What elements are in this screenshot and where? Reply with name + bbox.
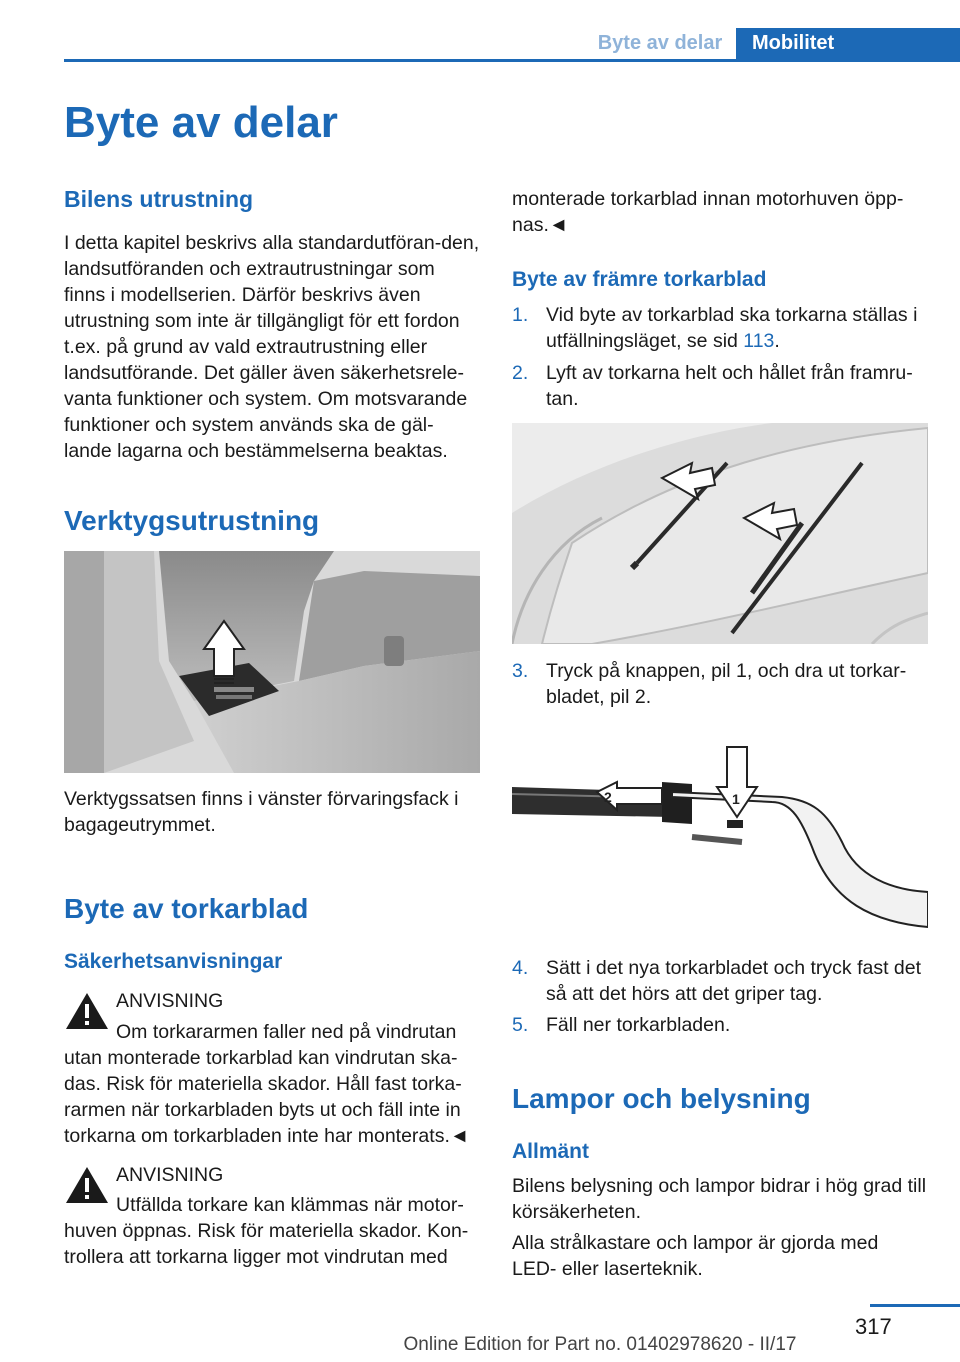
page-number: 317 xyxy=(855,1314,892,1339)
heading-tools: Verktygsutrustning xyxy=(64,505,320,536)
note1-label: ANVISNING xyxy=(116,990,224,1012)
header-section-label: Byte av delar xyxy=(597,32,723,54)
wiper-blade-figure xyxy=(512,742,928,942)
header-chapter-tab: Mobilitet xyxy=(736,28,960,62)
heading-equipment: Bilens utrustning xyxy=(64,186,254,212)
page-title: Byte av delar xyxy=(64,98,338,147)
general-paragraph-2: Alla strålkastare och lampor är gjorda med LED- eller laserteknik. xyxy=(512,1232,879,1280)
continued-text: monterade torkarblad innan motorhuven öpp-nas.◄ xyxy=(512,188,904,236)
step-text: Vid byte av torkarblad ska torkarna ställas i utfällningsläget, se sid 113. xyxy=(546,304,918,352)
heading-front-wiper: Byte av främre torkarblad xyxy=(512,268,767,291)
step-text: Tryck på knappen, pil 1, och dra ut torkar-bladet, pil 2. xyxy=(546,660,907,708)
step-text: Fäll ner torkarbladen. xyxy=(546,1014,731,1036)
general-paragraph-1: Bilens belysning och lampor bidrar i hög grad till körsäkerheten. xyxy=(512,1175,927,1223)
step-text: Sätt i det nya torkarbladet och tryck fast det så att det hörs att det griper tag. xyxy=(546,957,922,1005)
arrow-2-label: 2 xyxy=(604,789,612,805)
note1-text: Om torkararmen faller ned på vindrutan utan monterade torkarblad kan vindrutan ska-das. Risk för materiella skador. Håll fast torka-rarmen när torkarbladen byts ut och fäll inte in torkarna om torkarbladen inte har monterats.◄ xyxy=(64,1021,470,1147)
heading-lamps: Lampor och belysning xyxy=(512,1083,811,1114)
page-link[interactable]: 113 xyxy=(743,330,775,352)
note2-text: Utfällda torkare kan klämmas när motor-huven öppnas. Risk för materiella skador. Kon-trollera att torkarna ligger mot vindrutan med xyxy=(64,1194,469,1268)
step-number: 3. xyxy=(512,660,529,682)
heading-wiper: Byte av torkarblad xyxy=(64,893,309,924)
step-number: 1. xyxy=(512,304,529,326)
note2-label: ANVISNING xyxy=(116,1164,224,1186)
arrow-1-label: 1 xyxy=(732,791,740,807)
step-number: 4. xyxy=(512,957,529,979)
toolkit-figure xyxy=(64,551,480,773)
windshield-figure xyxy=(512,423,928,644)
header-rule xyxy=(64,59,960,62)
step-number: 2. xyxy=(512,362,529,384)
footer-edition: Online Edition for Part no. 01402978620 - II/17 xyxy=(403,1334,797,1355)
step-text: Lyft av torkarna helt och hållet från framru-tan. xyxy=(546,362,913,410)
heading-safety: Säkerhetsanvisningar xyxy=(64,950,283,973)
heading-general: Allmänt xyxy=(512,1140,590,1163)
tools-caption: Verktygssatsen finns i vänster förvaringsfack i bagageutrymmet. xyxy=(64,788,459,836)
step-number: 5. xyxy=(512,1014,529,1036)
equipment-paragraph: I detta kapitel beskrivs alla standardutföran-den, landsutföranden och extrautrustningar som finns i modellserien. Därför beskrivs även utrustning som inte är tillgängligt för ett fordon t.ex. på grund av vald extrautrustning eller landsutförande. Det gäller även säkerhetsrele-vanta funktioner och system. Om motsvarande funktioner och system används ska de gäl-lande lagarna och bestämmelserna beaktas. xyxy=(64,232,480,462)
footer-rule xyxy=(870,1304,960,1307)
